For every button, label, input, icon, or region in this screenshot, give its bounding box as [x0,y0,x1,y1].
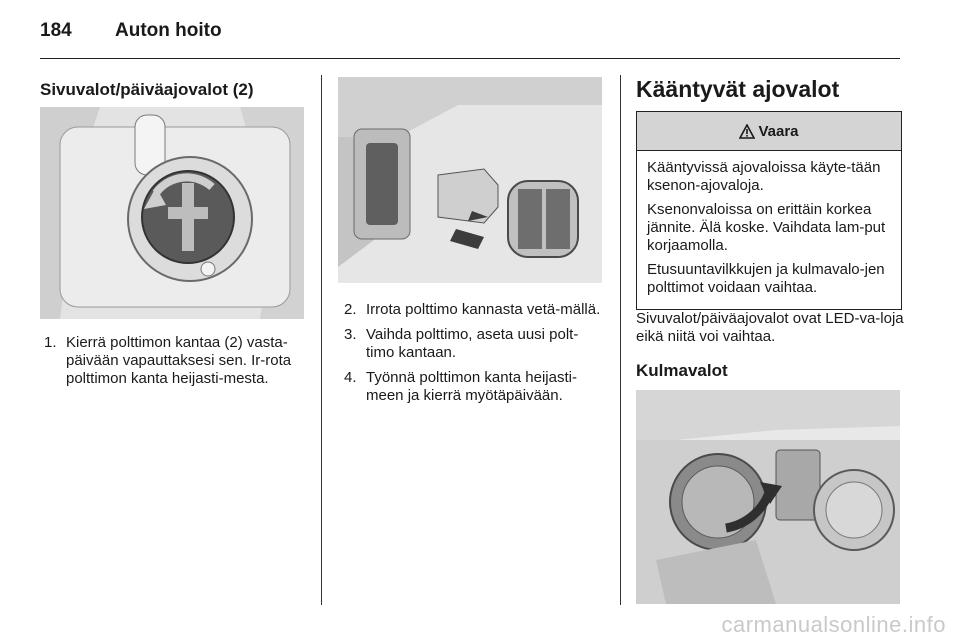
list-item [340,301,602,319]
column-divider-2 [620,75,621,605]
bulb-pull-out-icon [338,77,602,283]
step-number: 2. [344,301,357,318]
step-number: 1. [44,334,57,351]
warning-paragraph: Etusuuntavilkkujen ja kulmavalo-jen polttimot voidaan vaihtaa. [647,261,885,296]
steps-list-col2 [340,301,602,412]
section-heading-side-lights: Sivuvalot/päiväajovalot (2) [40,80,254,99]
list-item [340,369,602,405]
section-heading-turning-lights: Kääntyvät ajovalot [636,76,840,102]
figure-bulb-removal [338,77,602,283]
corner-light-cover-icon [636,390,900,604]
subheading-corner-lights: Kulmavalot [636,361,728,380]
list-item [340,326,602,362]
warning-triangle-icon [739,124,755,139]
body-paragraph: Sivuvalot/päiväajovalot ovat LED-va-loja eikä niitä voi vaihtaa. [636,310,904,345]
watermark: carmanualsonline.info [721,612,946,637]
steps-list-col1 [40,334,308,395]
warning-body [637,151,901,309]
list-item [40,334,308,388]
step-text: Irrota polttimo kannasta vetä-mällä. [366,301,601,318]
step-number: 3. [344,326,357,343]
warning-header [637,112,901,151]
warning-box [636,111,902,310]
column-divider-1 [321,75,322,605]
header-rule [40,58,900,59]
chapter-title: Auton hoito [115,20,222,41]
warning-title: Vaara [758,122,799,140]
figure-side-light-bulb [40,107,304,319]
figure-corner-light [636,390,900,604]
warning-paragraph: Kääntyvissä ajovaloissa käyte-tään ksenon-ajovaloja. [647,159,881,194]
step-text: Työnnä polttimon kanta heijasti-meen ja kierrä myötäpäivään. [366,369,577,404]
step-number: 4. [344,369,357,386]
bulb-holder-rotate-icon [40,107,304,319]
step-text: Vaihda polttimo, aseta uusi polt-timo kantaan. [366,326,579,361]
warning-paragraph: Ksenonvaloissa on erittäin korkea jännite. Älä koske. Vaihdata lam-put korjaamolla. [647,201,886,254]
step-text: Kierrä polttimon kantaa (2) vasta-päivään vapauttaksesi sen. Ir-rota polttimon kanta heijasti-mesta. [66,334,292,387]
page-number: 184 [40,20,72,41]
